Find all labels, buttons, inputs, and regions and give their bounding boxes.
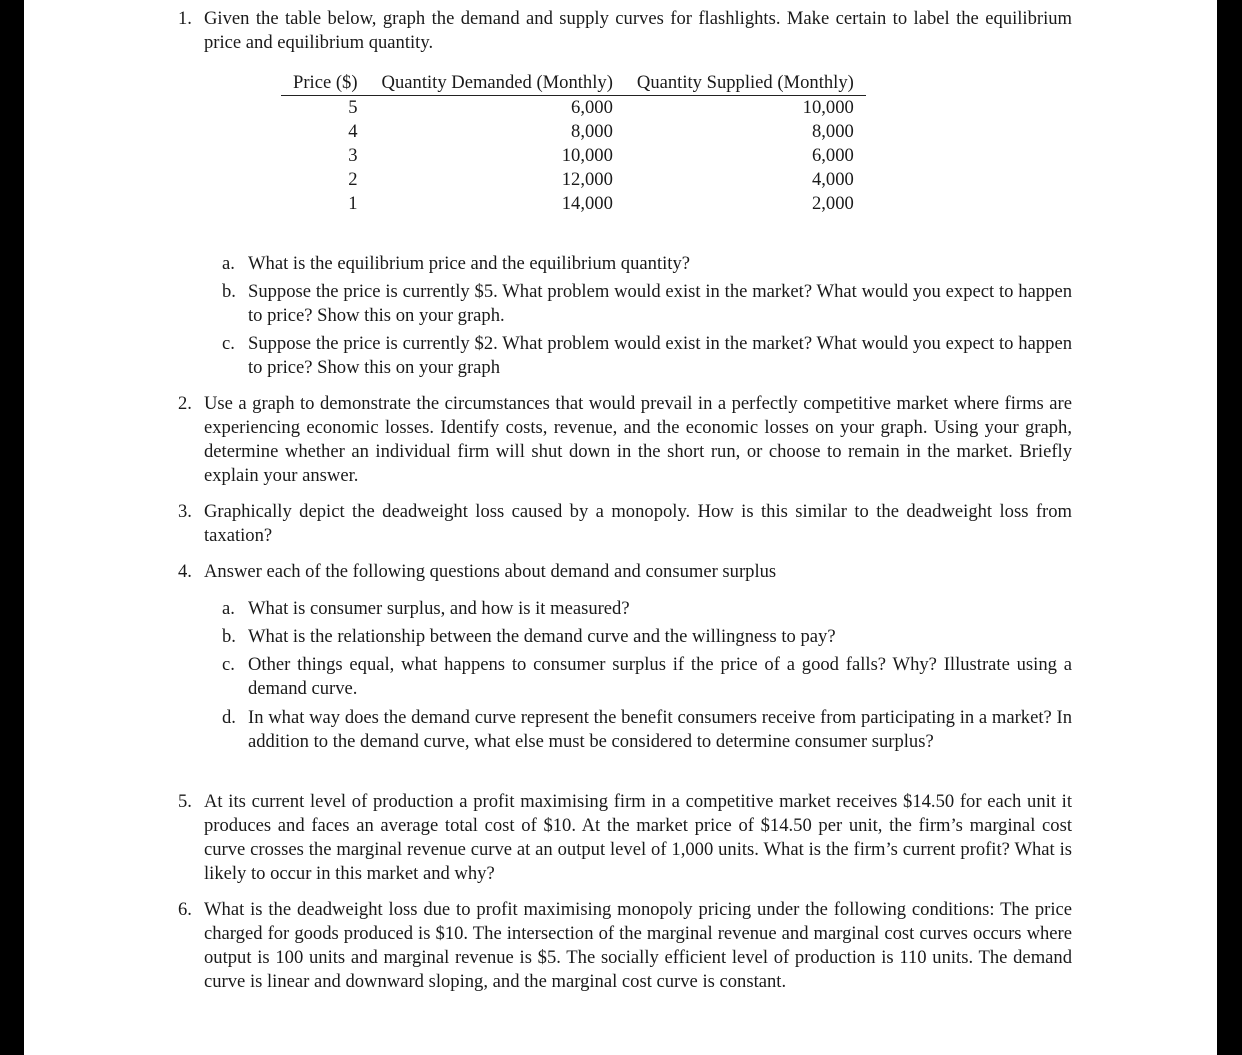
table-row	[281, 120, 866, 144]
item-number: d.	[222, 707, 236, 728]
question-text: What is consumer surplus, and how is it measured?	[248, 598, 630, 619]
cell: 3	[348, 145, 358, 166]
question-text: Other things equal, what happens to consumer surplus if the price of a good falls? Why? Illustrate using a demand curve.	[248, 654, 1072, 699]
supply-demand-table	[281, 71, 866, 216]
question-3	[178, 500, 1072, 548]
column-header: Quantity Supplied (Monthly)	[625, 71, 866, 96]
item-number: b.	[222, 626, 236, 647]
item-number: 1.	[178, 8, 192, 29]
cell: 5	[348, 97, 358, 118]
question-1a	[222, 252, 1072, 276]
item-number: b.	[222, 281, 236, 302]
question-text: Answer each of the following questions about demand and consumer surplus	[204, 561, 777, 582]
cell: 6,000	[571, 97, 613, 118]
cell: 14,000	[561, 193, 613, 214]
question-1c	[222, 332, 1072, 380]
cell: 8,000	[571, 121, 613, 142]
question-text: Given the table below, graph the demand and supply curves for flashlights. Make certain to label the equilibrium price and equilibrium quantity.	[204, 8, 1072, 53]
cell: 10,000	[802, 97, 854, 118]
item-number: 3.	[178, 501, 192, 522]
item-number: 2.	[178, 393, 192, 414]
cell: 10,000	[561, 145, 613, 166]
cell: 2,000	[811, 193, 854, 214]
cell: 1	[348, 193, 358, 214]
cell: 2	[348, 169, 358, 190]
question-4	[178, 560, 1072, 584]
question-text: At its current level of production a profit maximising firm in a competitive market receives $14.50 for each unit it produces and faces an average total cost of $10. At the market price of $14.50 per unit, the firm’s marginal cost curve crosses the marginal revenue curve at an output level of 1,000 units. What is the firm’s current profit? What is likely to occur in this market and why?	[204, 791, 1072, 884]
table-row	[281, 144, 866, 168]
question-6	[178, 898, 1072, 994]
question-1	[178, 7, 1072, 55]
item-number: 4.	[178, 561, 192, 582]
question-text: What is the equilibrium price and the equilibrium quantity?	[248, 253, 691, 274]
cell: 12,000	[561, 169, 613, 190]
question-4c	[222, 653, 1072, 701]
item-number: c.	[222, 654, 235, 675]
item-number: 5.	[178, 791, 192, 812]
question-1b	[222, 280, 1072, 328]
column-header: Price ($)	[281, 71, 370, 96]
cell: 6,000	[811, 145, 854, 166]
column-header: Quantity Demanded (Monthly)	[370, 71, 625, 96]
item-number: a.	[222, 253, 235, 274]
cell: 8,000	[811, 121, 854, 142]
question-text: What is the deadweight loss due to profit maximising monopoly pricing under the following conditions: The price charged for goods produced is $10. The intersection of the marginal revenue and marginal cost curves occurs where output is 100 units and marginal revenue is $5. The socially efficient level of production is 110 units. The demand curve is linear and downward sloping, and the marginal cost curve is constant.	[204, 899, 1072, 992]
table-header-row	[281, 71, 866, 96]
item-number: a.	[222, 598, 235, 619]
cell: 4,000	[811, 169, 854, 190]
table-row	[281, 192, 866, 216]
question-4b	[222, 625, 1072, 649]
question-5	[178, 790, 1072, 886]
question-text: In what way does the demand curve represent the benefit consumers receive from participating in a market? In addition to the demand curve, what else must be considered to determine consumer surplus?	[248, 707, 1072, 752]
question-2	[178, 392, 1072, 488]
question-4d	[222, 706, 1072, 754]
item-number: 6.	[178, 899, 192, 920]
question-text: Suppose the price is currently $5. What problem would exist in the market? What would you expect to happen to price? Show this on your graph.	[248, 281, 1072, 326]
cell: 4	[348, 121, 358, 142]
table-row	[281, 168, 866, 192]
table-row	[281, 96, 866, 121]
question-text: Suppose the price is currently $2. What problem would exist in the market? What would you expect to happen to price? Show this on your graph	[248, 333, 1072, 378]
question-text: What is the relationship between the demand curve and the willingness to pay?	[248, 626, 836, 647]
item-number: c.	[222, 333, 235, 354]
question-text: Use a graph to demonstrate the circumstances that would prevail in a perfectly competitive market where firms are experiencing economic losses. Identify costs, revenue, and the economic losses on your graph. Using your graph, determine whether an individual firm will shut down in the short run, or choose to remain in the market. Briefly explain your answer.	[204, 393, 1072, 486]
question-4a	[222, 597, 1072, 621]
question-text: Graphically depict the deadweight loss caused by a monopoly. How is this similar to the deadweight loss from taxation?	[204, 501, 1072, 546]
